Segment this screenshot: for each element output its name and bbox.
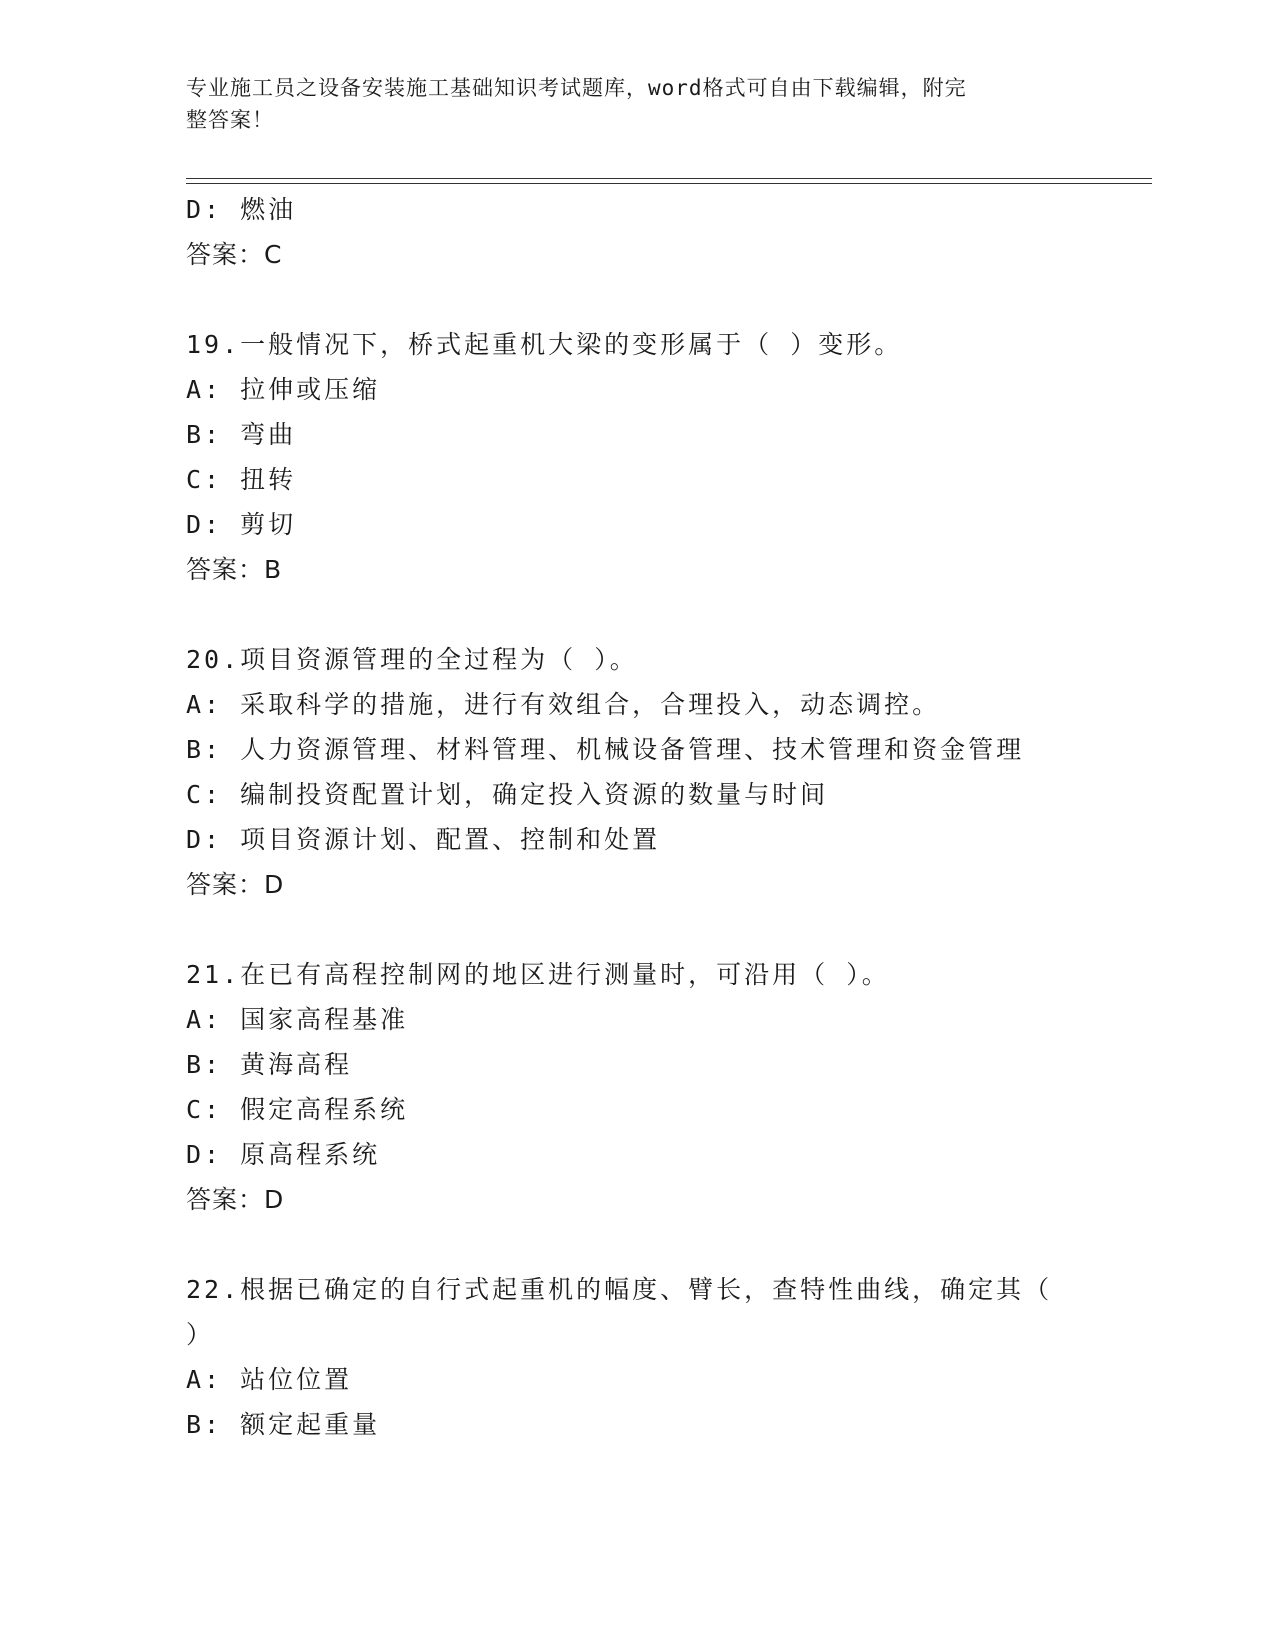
option-b: B: 黄海高程 [186, 1050, 353, 1079]
question-19 [186, 322, 1126, 592]
spacer [186, 277, 1126, 322]
header-rule-top [186, 178, 1152, 179]
prev-answer: 答案：C [186, 240, 283, 269]
option-b: B: 额定起重量 [186, 1410, 381, 1439]
page-header [186, 72, 1066, 136]
spacer [186, 907, 1126, 952]
question-stem-line-1: 22.根据已确定的自行式起重机的幅度、臂长，查特性曲线，确定其（ [186, 1275, 1053, 1304]
question-stem: 19.一般情况下，桥式起重机大梁的变形属于（ ）变形。 [186, 330, 903, 359]
option-d: D: 项目资源计划、配置、控制和处置 [186, 825, 661, 854]
option-d: D: 剪切 [186, 510, 297, 539]
prev-option-d: D: 燃油 [186, 195, 297, 224]
question-stem: 20.项目资源管理的全过程为（ ）。 [186, 645, 638, 674]
header-line-1: 专业施工员之设备安装施工基础知识考试题库，word格式可自由下载编辑，附完 [186, 76, 967, 100]
document-body [186, 187, 1126, 1447]
answer: 答案：D [186, 1185, 285, 1214]
question-22 [186, 1267, 1126, 1447]
option-d: D: 原高程系统 [186, 1140, 381, 1169]
question-stem-line-2: ） [186, 1320, 215, 1349]
question-stem: 21.在已有高程控制网的地区进行测量时，可沿用（ ）。 [186, 960, 890, 989]
option-b: B: 人力资源管理、材料管理、机械设备管理、技术管理和资金管理 [186, 735, 1025, 764]
option-a: A: 采取科学的措施，进行有效组合，合理投入，动态调控。 [186, 690, 941, 719]
option-a: A: 站位位置 [186, 1365, 353, 1394]
question-20 [186, 637, 1126, 907]
header-rule-bottom [186, 183, 1152, 184]
answer: 答案：B [186, 555, 283, 584]
option-c: C: 编制投资配置计划，确定投入资源的数量与时间 [186, 780, 829, 809]
answer: 答案：D [186, 870, 285, 899]
header-line-2: 整答案！ [186, 108, 274, 132]
spacer [186, 1222, 1126, 1267]
question-21 [186, 952, 1126, 1222]
option-b: B: 弯曲 [186, 420, 297, 449]
option-a: A: 拉伸或压缩 [186, 375, 381, 404]
option-a: A: 国家高程基准 [186, 1005, 409, 1034]
option-c: C: 假定高程系统 [186, 1095, 409, 1124]
option-c: C: 扭转 [186, 465, 297, 494]
spacer [186, 592, 1126, 637]
